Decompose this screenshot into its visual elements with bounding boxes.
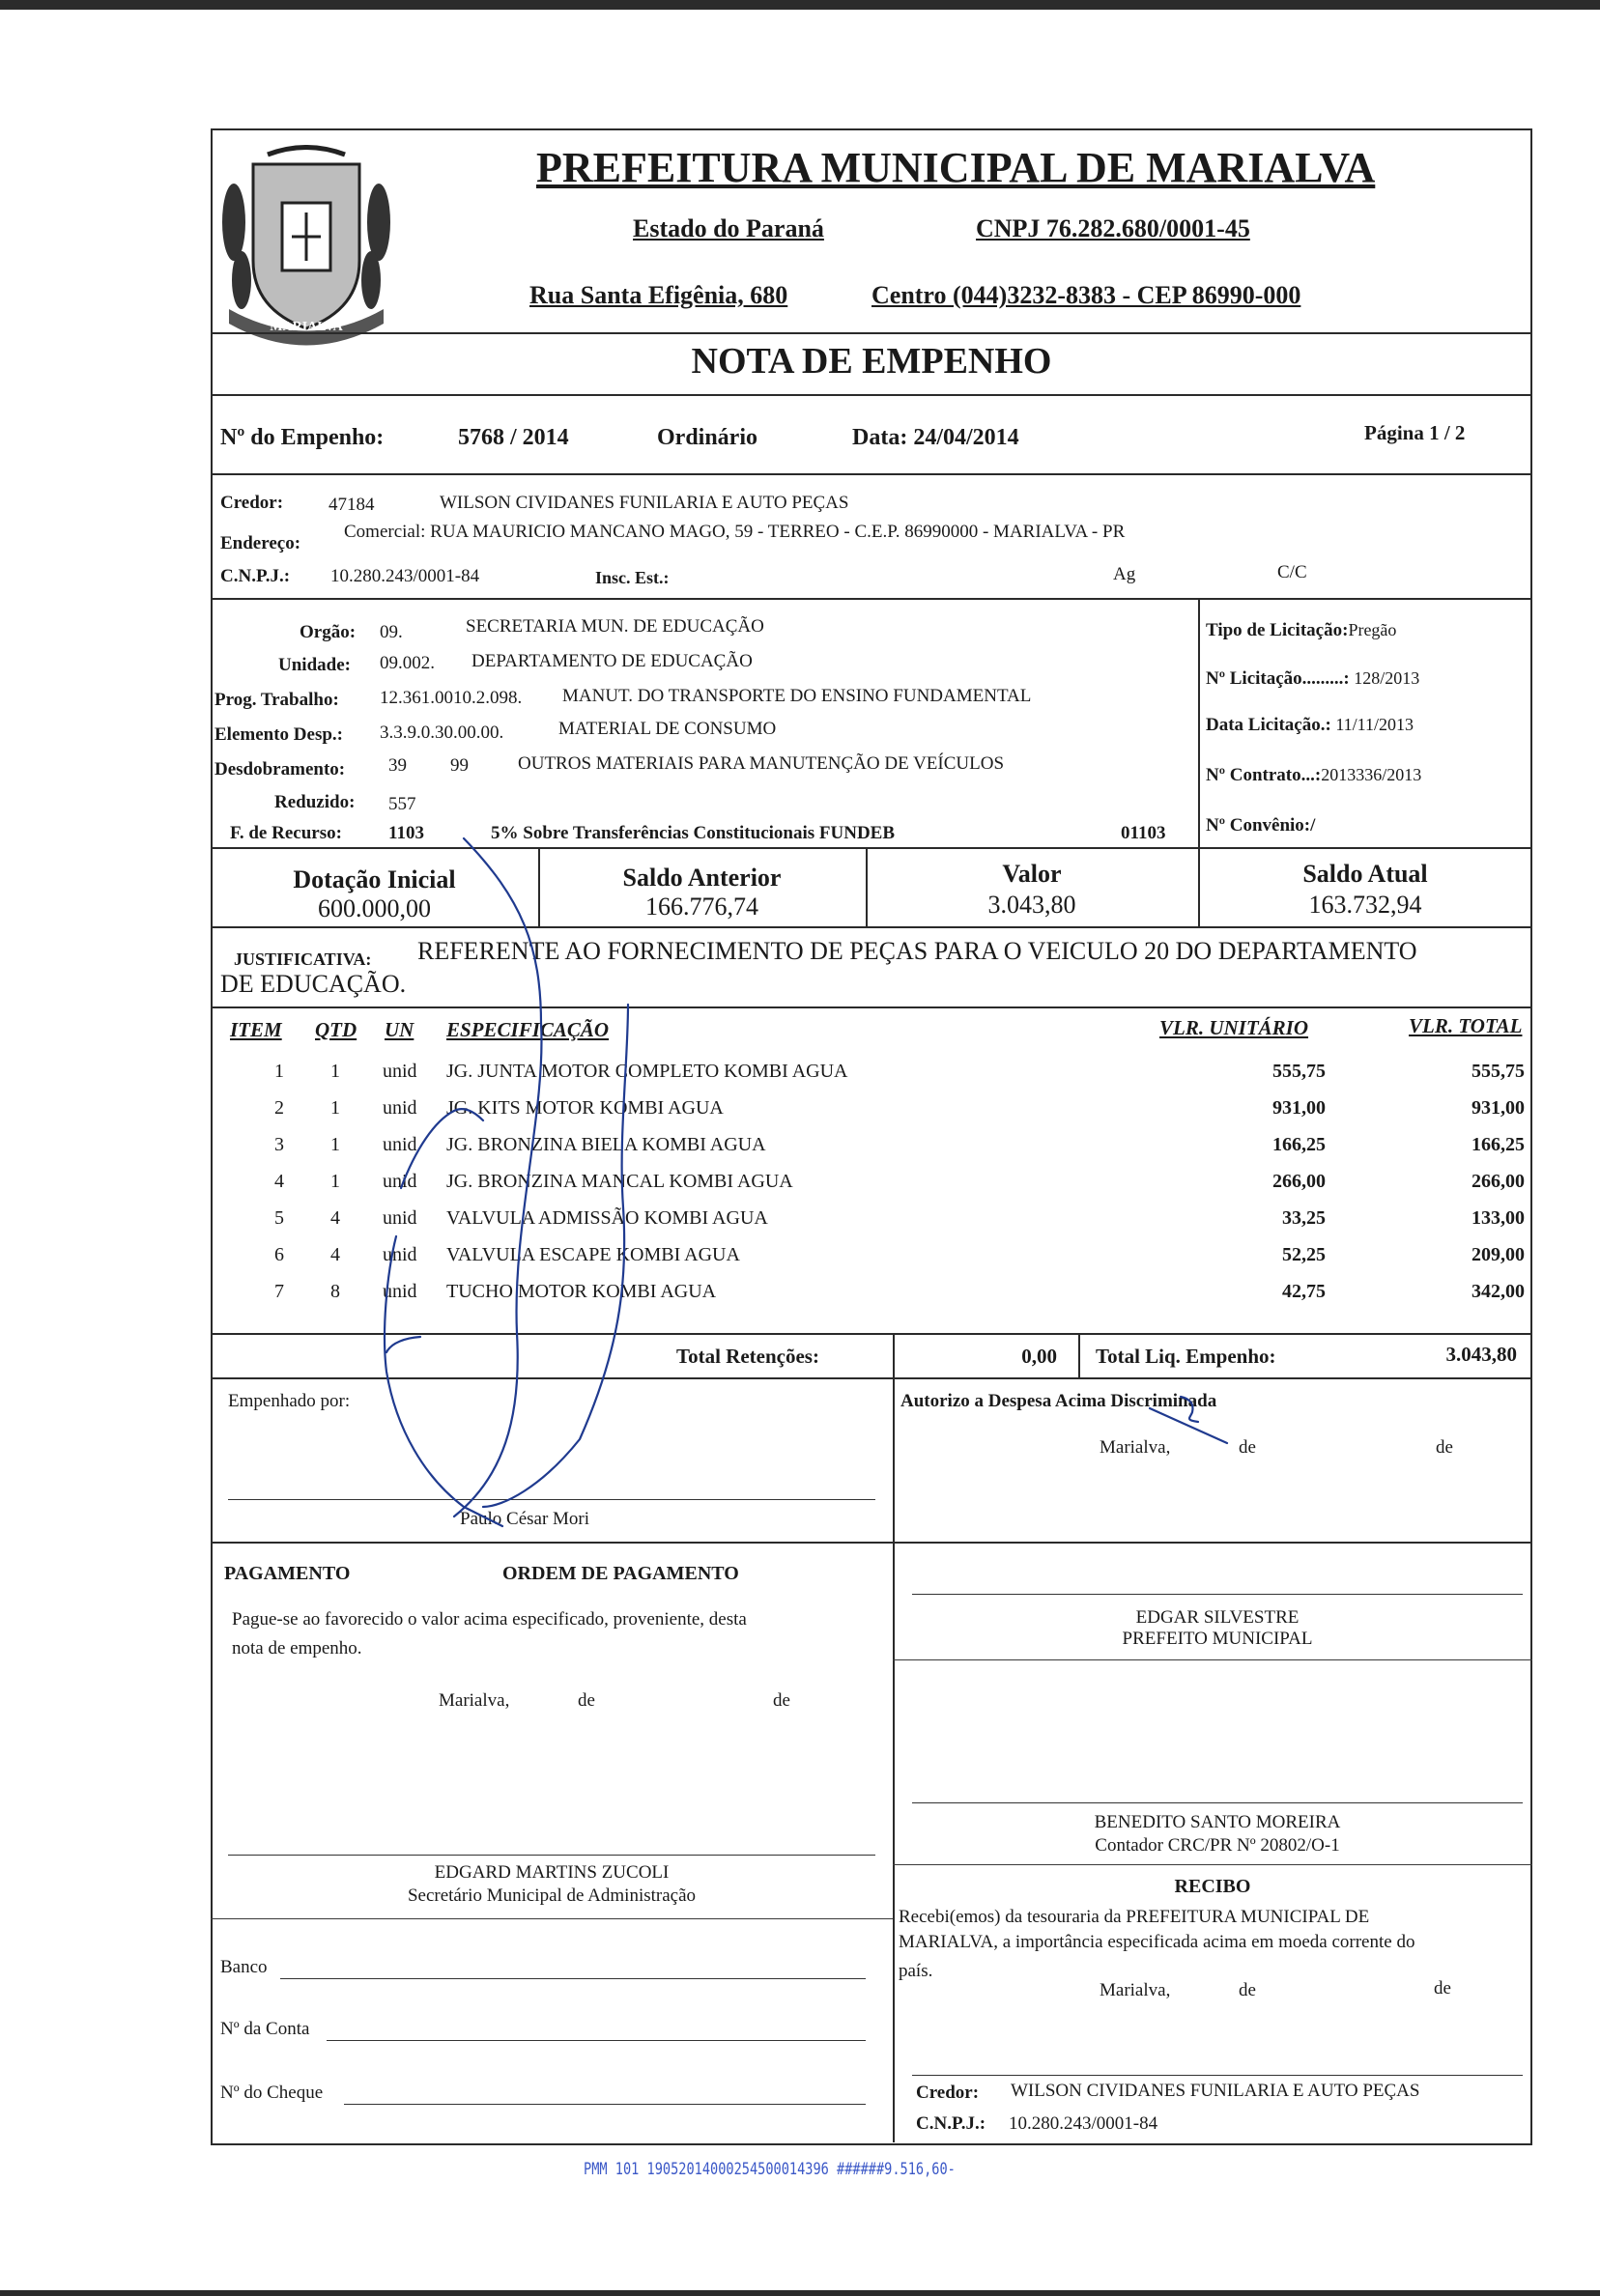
recurso-name: 5% Sobre Transferências Constitucionais FUNDEB <box>491 823 896 843</box>
retencoes-value: 0,00 <box>1021 1345 1057 1368</box>
liq-label: Total Liq. Empenho: <box>1096 1345 1276 1368</box>
seal-text: MARIALVA <box>270 320 343 334</box>
valor-value: 3.043,80 <box>987 891 1076 919</box>
saldo-anterior-label: Saldo Anterior <box>622 864 782 892</box>
col-qtd: QTD <box>315 1018 357 1041</box>
row-unit: 166,25 <box>1272 1134 1326 1155</box>
row-total: 555,75 <box>1471 1061 1525 1082</box>
row-unit: 33,25 <box>1282 1207 1326 1229</box>
empenho-type: Ordinário <box>657 425 758 450</box>
autorizo-label: Autorizo a Despesa Acima Discriminada <box>900 1391 1217 1411</box>
autorizo-place: Marialva, <box>1100 1437 1171 1458</box>
municipal-seal-icon <box>214 145 398 348</box>
row-unit: 42,75 <box>1282 1281 1326 1302</box>
autorizo-de1: de <box>1239 1437 1256 1458</box>
row-unit: 266,00 <box>1272 1171 1326 1192</box>
secretario-name: EDGARD MARTINS ZUCOLI <box>434 1862 670 1883</box>
recibo-title: RECIBO <box>1174 1876 1251 1897</box>
insc-label: Insc. Est.: <box>595 568 670 587</box>
reduzido-label: Reduzido: <box>274 792 356 812</box>
recurso-label: F. de Recurso: <box>230 823 342 843</box>
saldo-anterior-value: 166.776,74 <box>645 893 758 921</box>
autorizo-de2: de <box>1436 1437 1453 1458</box>
credor-name: WILSON CIVIDANES FUNILARIA E AUTO PEÇAS <box>440 493 849 513</box>
orgao-code: 09. <box>380 622 403 642</box>
row-un: unid <box>383 1171 417 1192</box>
cheque-label: Nº do Cheque <box>220 2083 324 2103</box>
row-qtd: 1 <box>330 1134 340 1155</box>
conta-label: Nº da Conta <box>220 2019 310 2039</box>
licitacao-convenio: Nº Convênio:/ <box>1206 815 1316 836</box>
credor-code: 47184 <box>329 495 375 515</box>
row-qtd: 1 <box>330 1097 340 1119</box>
row-spec: VALVULA ESCAPE KOMBI AGUA <box>446 1244 740 1265</box>
elemento-name: MATERIAL DE CONSUMO <box>558 719 777 739</box>
col-unit: VLR. UNITÁRIO <box>1159 1016 1309 1039</box>
licitacao-numero: Nº Licitação.........: 128/2013 <box>1206 668 1420 689</box>
valor-label: Valor <box>1002 860 1062 888</box>
empenhado-label: Empenhado por: <box>228 1391 351 1411</box>
row-item: 7 <box>274 1281 284 1302</box>
recibo-cnpj: 10.280.243/0001-84 <box>1009 2113 1158 2134</box>
pagamento-text2: nota de empenho. <box>232 1638 362 1658</box>
recurso-code2: 01103 <box>1121 823 1166 843</box>
page-number: Página 1 / 2 <box>1364 421 1466 444</box>
row-qtd: 8 <box>330 1281 340 1302</box>
pagamento-de1: de <box>578 1690 595 1711</box>
recibo-de2: de <box>1434 1978 1451 1998</box>
prog-name: MANUT. DO TRANSPORTE DO ENSINO FUNDAMENTAL <box>562 686 1032 706</box>
row-total: 266,00 <box>1471 1171 1525 1192</box>
row-item: 1 <box>274 1061 284 1082</box>
unidade-code: 09.002. <box>380 653 435 673</box>
row-item: 2 <box>274 1097 284 1119</box>
empenho-number: 5768 / 2014 <box>458 425 569 450</box>
scan-top-edge <box>0 0 1600 10</box>
row-spec: JG. KITS MOTOR KOMBI AGUA <box>446 1097 724 1119</box>
licitacao-contrato: Nº Contrato...:2013336/2013 <box>1206 765 1422 785</box>
prog-code: 12.361.0010.2.098. <box>380 688 523 708</box>
reduzido-value: 557 <box>388 794 416 814</box>
col-item: ITEM <box>230 1018 282 1041</box>
desdobramento-name: OUTROS MATERIAIS PARA MANUTENÇÃO DE VEÍCULOS <box>518 753 1005 774</box>
contador-role: Contador CRC/PR Nº 20802/O-1 <box>1095 1835 1340 1856</box>
orgao-label: Orgão: <box>300 622 357 642</box>
recibo-credor: WILSON CIVIDANES FUNILARIA E AUTO PEÇAS <box>1011 2081 1420 2101</box>
footer-machine-code: PMM 101 19052014000254500014396 ######9.516,60- <box>584 2160 956 2179</box>
row-spec: JG. BRONZINA MANCAL KOMBI AGUA <box>446 1171 793 1192</box>
credor-cnpj: 10.280.243/0001-84 <box>330 566 480 586</box>
elemento-label: Elemento Desp.: <box>214 724 343 745</box>
row-unit: 52,25 <box>1282 1244 1326 1265</box>
row-un: unid <box>383 1097 417 1119</box>
justificativa-line1: REFERENTE AO FORNECIMENTO DE PEÇAS PARA O VEICULO 20 DO DEPARTAMENTO <box>417 937 1417 965</box>
row-un: unid <box>383 1207 417 1229</box>
page-title: PREFEITURA MUNICIPAL DE MARIALVA <box>536 144 1376 191</box>
pagamento-label: PAGAMENTO <box>224 1563 351 1584</box>
recurso-code: 1103 <box>388 823 424 843</box>
row-spec: TUCHO MOTOR KOMBI AGUA <box>446 1281 717 1302</box>
row-unit: 931,00 <box>1272 1097 1326 1119</box>
row-spec: JG. BRONZINA BIELA KOMBI AGUA <box>446 1134 766 1155</box>
justificativa-line2: DE EDUCAÇÃO. <box>220 970 407 998</box>
row-total: 166,25 <box>1471 1134 1525 1155</box>
row-item: 3 <box>274 1134 284 1155</box>
row-item: 6 <box>274 1244 284 1265</box>
licitacao-data: Data Licitação.: 11/11/2013 <box>1206 715 1414 735</box>
liq-value: 3.043,80 <box>1445 1343 1517 1366</box>
unidade-name: DEPARTAMENTO DE EDUCAÇÃO <box>471 651 753 671</box>
row-item: 4 <box>274 1171 284 1192</box>
desdobramento-code2: 99 <box>450 755 469 776</box>
row-un: unid <box>383 1244 417 1265</box>
row-un: unid <box>383 1134 417 1155</box>
cnpj-label: C.N.P.J.: <box>220 566 291 586</box>
licitacao-tipo: Tipo de Licitação:Pregão <box>1206 620 1397 640</box>
dotacao-label: Dotação Inicial <box>293 865 456 893</box>
prefeito-role: PREFEITO MUNICIPAL <box>1122 1629 1313 1649</box>
row-qtd: 1 <box>330 1171 340 1192</box>
row-spec: JG. JUNTA MOTOR COMPLETO KOMBI AGUA <box>446 1061 848 1082</box>
recibo-de1: de <box>1239 1980 1256 2000</box>
row-un: unid <box>383 1281 417 1302</box>
col-total: VLR. TOTAL <box>1409 1014 1523 1037</box>
justificativa-label: JUSTIFICATIVA: <box>234 950 372 969</box>
credor-address: Comercial: RUA MAURICIO MANCANO MAGO, 59 - TERREO - C.E.P. 86990000 - MARIALVA - PR <box>344 522 1126 542</box>
recibo-line2: MARIALVA, a importância especificada acima em moeda corrente do <box>899 1932 1415 1952</box>
pagamento-place: Marialva, <box>439 1690 510 1711</box>
desdobramento-code: 39 <box>388 755 407 776</box>
recibo-cnpj-label: C.N.P.J.: <box>916 2113 986 2134</box>
doc-title: NOTA DE EMPENHO <box>691 341 1052 382</box>
ag-label: Ag <box>1113 564 1136 584</box>
row-qtd: 4 <box>330 1244 340 1265</box>
street-address: Rua Santa Efigênia, 680 <box>529 281 788 309</box>
saldo-atual-value: 163.732,94 <box>1308 891 1422 919</box>
row-qtd: 4 <box>330 1207 340 1229</box>
retencoes-label: Total Retenções: <box>676 1345 819 1368</box>
recibo-line3: país. <box>899 1961 933 1981</box>
state-name: Estado do Paraná <box>633 214 824 242</box>
scan-bottom-edge <box>0 2290 1600 2296</box>
row-qtd: 1 <box>330 1061 340 1082</box>
row-spec: VALVULA ADMISSÃO KOMBI AGUA <box>446 1207 768 1229</box>
contador-name: BENEDITO SANTO MOREIRA <box>1094 1812 1341 1832</box>
col-spec: ESPECIFICAÇÃO <box>446 1018 610 1041</box>
saldo-atual-label: Saldo Atual <box>1302 860 1428 888</box>
orgao-name: SECRETARIA MUN. DE EDUCAÇÃO <box>466 616 764 637</box>
recibo-line1: Recebi(emos) da tesouraria da PREFEITURA MUNICIPAL DE <box>899 1907 1370 1927</box>
banco-label: Banco <box>220 1957 268 1977</box>
secretario-role: Secretário Municipal de Administração <box>407 1885 697 1906</box>
cnpj-header: CNPJ 76.282.680/0001-45 <box>976 214 1250 242</box>
desdobramento-label: Desdobramento: <box>214 759 346 780</box>
dotacao-value: 600.000,00 <box>318 894 431 922</box>
prefeito-name: EDGAR SILVESTRE <box>1135 1607 1300 1628</box>
recibo-credor-label: Credor: <box>916 2083 980 2103</box>
pagamento-text1: Pague-se ao favorecido o valor acima especificado, proveniente, desta <box>232 1609 747 1630</box>
elemento-code: 3.3.9.0.30.00.00. <box>380 723 504 743</box>
credor-label: Credor: <box>220 493 284 513</box>
row-total: 931,00 <box>1471 1097 1525 1119</box>
row-total: 209,00 <box>1471 1244 1525 1265</box>
address-label: Endereço: <box>220 533 301 553</box>
cc-label: C/C <box>1277 562 1307 582</box>
col-un: UN <box>385 1018 414 1041</box>
row-total: 133,00 <box>1471 1207 1525 1229</box>
ordem-pagamento: ORDEM DE PAGAMENTO <box>502 1563 739 1584</box>
unidade-label: Unidade: <box>278 655 351 675</box>
recibo-place: Marialva, <box>1100 1980 1171 2000</box>
pagamento-de2: de <box>773 1690 790 1711</box>
empenho-date: Data: 24/04/2014 <box>852 425 1019 450</box>
district-phone-cep: Centro (044)3232-8383 - CEP 86990-000 <box>871 281 1301 309</box>
row-total: 342,00 <box>1471 1281 1525 1302</box>
empenho-label: Nº do Empenho: <box>220 425 385 450</box>
row-un: unid <box>383 1061 417 1082</box>
row-item: 5 <box>274 1207 284 1229</box>
row-unit: 555,75 <box>1272 1061 1326 1082</box>
empenhado-signer: Paulo César Mori <box>460 1509 590 1529</box>
prog-label: Prog. Trabalho: <box>214 690 339 710</box>
